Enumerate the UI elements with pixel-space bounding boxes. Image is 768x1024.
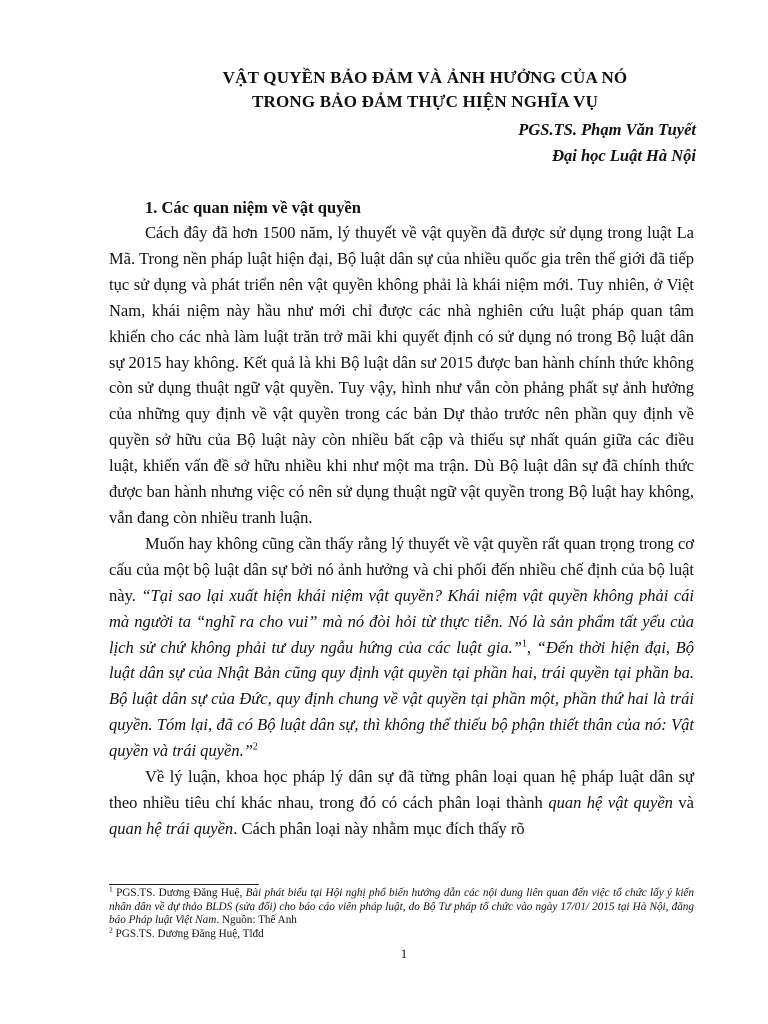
author-name: PGS.TS. Phạm Văn Tuyết	[518, 120, 696, 139]
page-number: 1	[400, 946, 408, 961]
footnote-2-number: 2	[109, 925, 113, 935]
footnote-separator	[109, 884, 259, 885]
footnote-1-author: PGS.TS. Dương Đăng Huệ,	[112, 887, 246, 899]
quote-separator: ,	[526, 637, 537, 657]
footnote-ref-1: 1	[521, 638, 527, 649]
footnote-2-text: PGS.TS. Dương Đăng Huệ, Tlđd	[112, 927, 264, 940]
paragraph-3-text-a: Về lý luận, khoa học pháp lý dân sự đã từng phân loại quan hệ pháp luật dân sự theo nhiều tiêu chí khác nhau, trong đó có cách phân loại thành	[109, 767, 694, 812]
section-heading: 1. Các quan niệm về vật quyền	[145, 198, 361, 217]
footnote-1-source: . Nguồn: Thế Anh	[216, 914, 297, 927]
footnote-2	[109, 925, 694, 942]
quote-1: “Tại sao lại xuất hiện khái niệm vật quyền? Khái niệm vật quyền không phải cái mà người ta “nghĩ ra cho vui” mà nó đòi hỏi từ thực tiễn. Nó là sản phẩm tất yếu của lịch sử chứ không phải tư duy ngẫu hứng của các luật gia.”	[109, 585, 694, 657]
footnote-1-number: 1	[109, 884, 113, 894]
footnote-1-title: Bài phát biểu tại Hội nghị phổ biến hướng dẫn các nội dung liên quan đến việc tổ chức lấy ý kiến nhân dân về dự thảo BLDS (sửa đổi) cho báo cáo viên pháp luật, do Bộ Tư pháp tổ chức vào ngày 17/01/ 2015 tại Hà Nội, đăng báo Pháp luật Việt Nam	[109, 887, 694, 927]
footnotes	[109, 884, 694, 941]
paragraph-2	[109, 531, 694, 764]
term-quan-he-vat-quyen: quan hệ vật quyền	[548, 792, 673, 812]
footnote-ref-2: 2	[252, 741, 258, 753]
author-affiliation: Đại học Luật Hà Nội	[552, 146, 696, 165]
term-quan-he-trai-quyen: quan hệ trái quyền	[109, 818, 234, 838]
paragraph-1: Cách đây đã hơn 1500 năm, lý thuyết về vật quyền đã được sử dụng trong luật La Mã. Trong nền pháp luật hiện đại, Bộ luật dân sự của nhiều quốc gia trên thế giới đã tiếp tục sử dụng và phát triển nên vật quyền không phải là khái niệm mới. Tuy nhiên, ở Việt Nam, khái niệm này hầu như mới chỉ được các nhà nghiên cứu luật pháp quan tâm khiến cho các nhà làm luật trăn trở mãi khi quyết định có sử dụng nó trong Bộ luật dân sự 2015 hay không. Kết quả là khi Bộ luật dân sư 2015 được ban hành chính thức không còn sử dụng thuật ngữ vật quyền. Tuy vậy, hình như vẫn còn phảng phất sự ảnh hưởng của những quy định về vật quyền trong các bản Dự thảo trước nên phần quy định về quyền sở hữu của Bộ luật này còn nhiều bất cập và thiếu sự nhất quán giữa các điều luật, khiến vấn đề sở hữu nhiều khi như một ma trận. Dù Bộ luật dân sự đã chính thức được ban hành nhưng việc có nên sử dụng thuật ngữ vật quyền trong Bộ luật hay không, vẫn đang còn nhiều tranh luận.	[109, 223, 694, 527]
paragraph-3	[109, 764, 694, 842]
title-line-1: VẬT QUYỀN BẢO ĐẢM VÀ ẢNH HƯỞNG CỦA NÓ	[222, 68, 628, 87]
paragraph-3-text-c: . Cách phân loại này nhằm mục đích thấy rõ	[233, 818, 525, 838]
title-line-2: TRONG BẢO ĐẢM THỰC HIỆN NGHĨA VỤ	[251, 92, 599, 111]
footnote-1	[109, 884, 694, 928]
paragraph-2-intro: Muốn hay không cũng cần thấy rằng lý thuyết về vật quyền rất quan trọng trong cơ cấu của một bộ luật dân sự bởi nó ảnh hưởng và chi phối đến nhiều chế định của bộ luật này.	[109, 533, 694, 605]
body-text	[109, 220, 694, 842]
quote-2: “Đến thời hiện đại, Bộ luật dân sự của Nhật Bản cũng quy định vật quyền tại phần hai, trái quyền tại phần ba. Bộ luật dân sự của Đức, quy định chung về vật quyền tại phần một, phần thứ hai là trái quyền. Tóm lại, đã có Bộ luật dân sự, thì không thể thiếu bộ phận thiết thân của nó: Vật quyền và trái quyền.”	[109, 637, 695, 761]
paragraph-3-text-b: và	[672, 792, 694, 812]
